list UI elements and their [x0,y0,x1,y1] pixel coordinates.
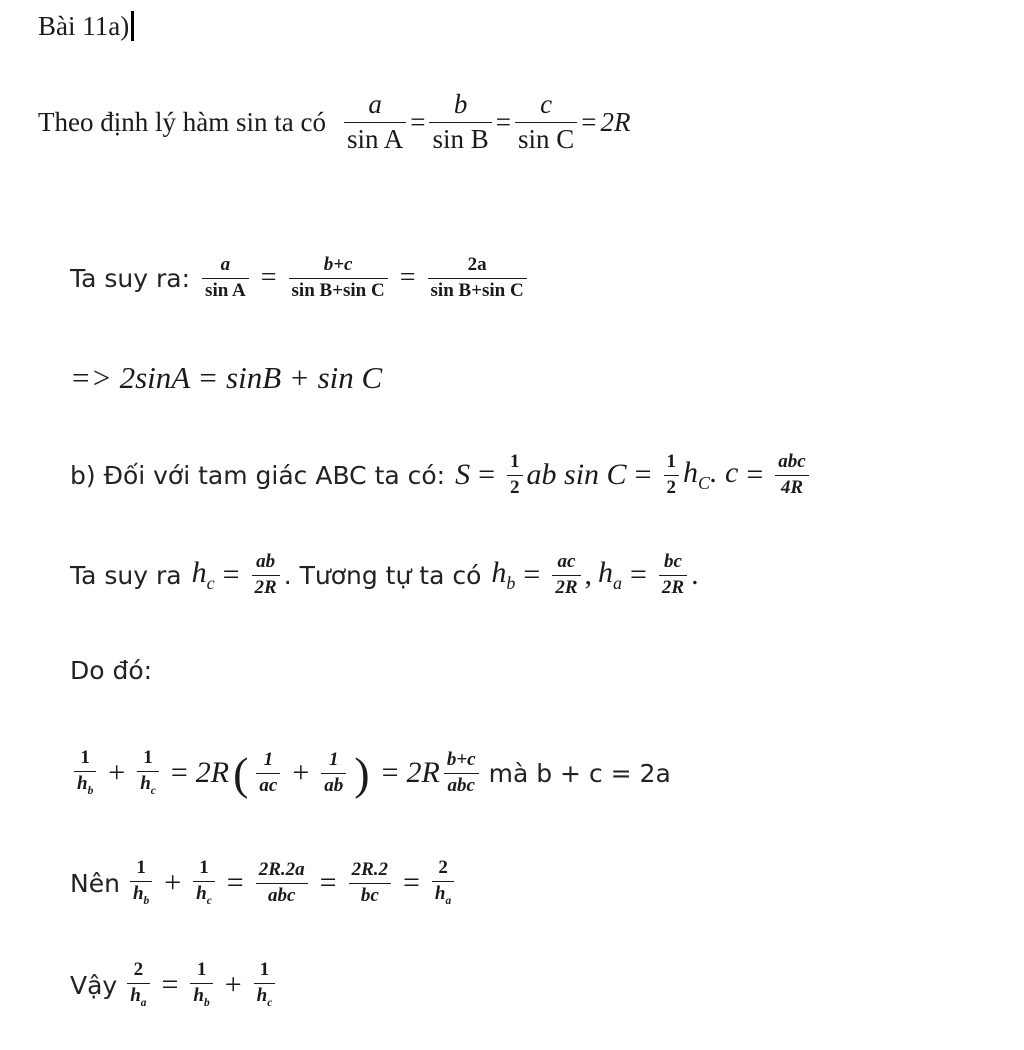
fraction-a-sinA: $\frac{a}{\text{sin A}}$ [344,90,406,154]
ab-sinC: ab sin C [526,458,627,491]
fraction-bc-sum: $\frac{b+c}{\text{sin B+sin C}}$ [289,255,388,302]
area-text: b) Đối với tam giác ABC ta có: [70,460,446,490]
two-R: 2R [600,106,631,137]
sine-relation-expr: => 2sinA = sinB + sin C [70,360,383,395]
fraction-one-half: $\frac{1}{2}$ [507,452,523,499]
fraction-ab-2R: $\frac{ab}{2R}$ [252,552,280,599]
fraction-a-sinA-2: $\frac{a}{\text{sin A}}$ [202,255,249,302]
fraction-bc-2R: $\frac{bc}{2R}$ [659,552,687,599]
deduce-line: Ta suy ra: $\frac{a}{\text{sin A}}$ = $\frac{b+c}{\text{sin B+sin C}}$ = $\frac{2a}{\text{sin B+sin C}}$ [70,246,531,310]
conclusion-line: Vậy $\frac{2}{h_a}$ = $\frac{1}{h_b}$ + $\frac{1}{h_c}$ [70,954,279,1016]
fraction-abc-4R: $\frac{\text{abc}}{4R}$ [775,452,808,499]
fraction-one-half-2: $\frac{1}{2}$ [664,452,680,499]
sine-law-line: Theo định lý hàm sin ta có $\frac{a}{\text{sin A}}$ = $\frac{b}{\text{sin B}}$ = $\frac{c}{\text{sin C}}$ = 2R [38,88,631,154]
fraction-2a-sum: $\frac{2a}{\text{sin B+sin C}}$ [428,255,527,302]
sine-relation-line [70,358,382,398]
result-line: Nên $\frac{1}{h_b}$ + $\frac{1}{h_c}$ = $\frac{2R.2a}{\text{abc}}$ = $\frac{2R.2}{bc}$ = $\frac{2}{h_a}$ [70,852,458,914]
area-line: b) Đối với tam giác ABC ta có: S = $\frac{1}{2}$ ab sin C = $\frac{1}{2}$ $h_C$. c = $\frac{\text{abc}}{4R}$ [70,446,813,504]
reciprocal-sum-line: $\frac{1}{h_b}$ + $\frac{1}{h_c}$ = 2R ( $\frac{1}{ac}$ + $\frac{1}{ab}$ ) = 2R $\frac{b+c}{\text{abc}}$ mà b + c = 2a [70,742,671,804]
text-cursor [131,11,134,41]
deduce-text: Ta suy ra: [70,263,191,293]
fraction-c-sinC: $\frac{c}{\text{sin C}}$ [515,90,577,154]
title-text: Bài 11a) [38,10,130,41]
fraction-ac-2R: $\frac{ac}{2R}$ [552,552,580,599]
fraction-b-sinB: $\frac{b}{\text{sin B}}$ [429,90,491,154]
heights-line: Ta suy ra $h_c$ = $\frac{ab}{2R}$ . Tương tự ta có $h_b$ = $\frac{ac}{2R}$ , $h_a$ = $\frac{bc}{2R}$ . [70,550,699,598]
sine-law-text: Theo định lý hàm sin ta có [38,106,326,137]
exercise-title [38,8,134,44]
therefore-line: Do đó: [70,655,153,685]
